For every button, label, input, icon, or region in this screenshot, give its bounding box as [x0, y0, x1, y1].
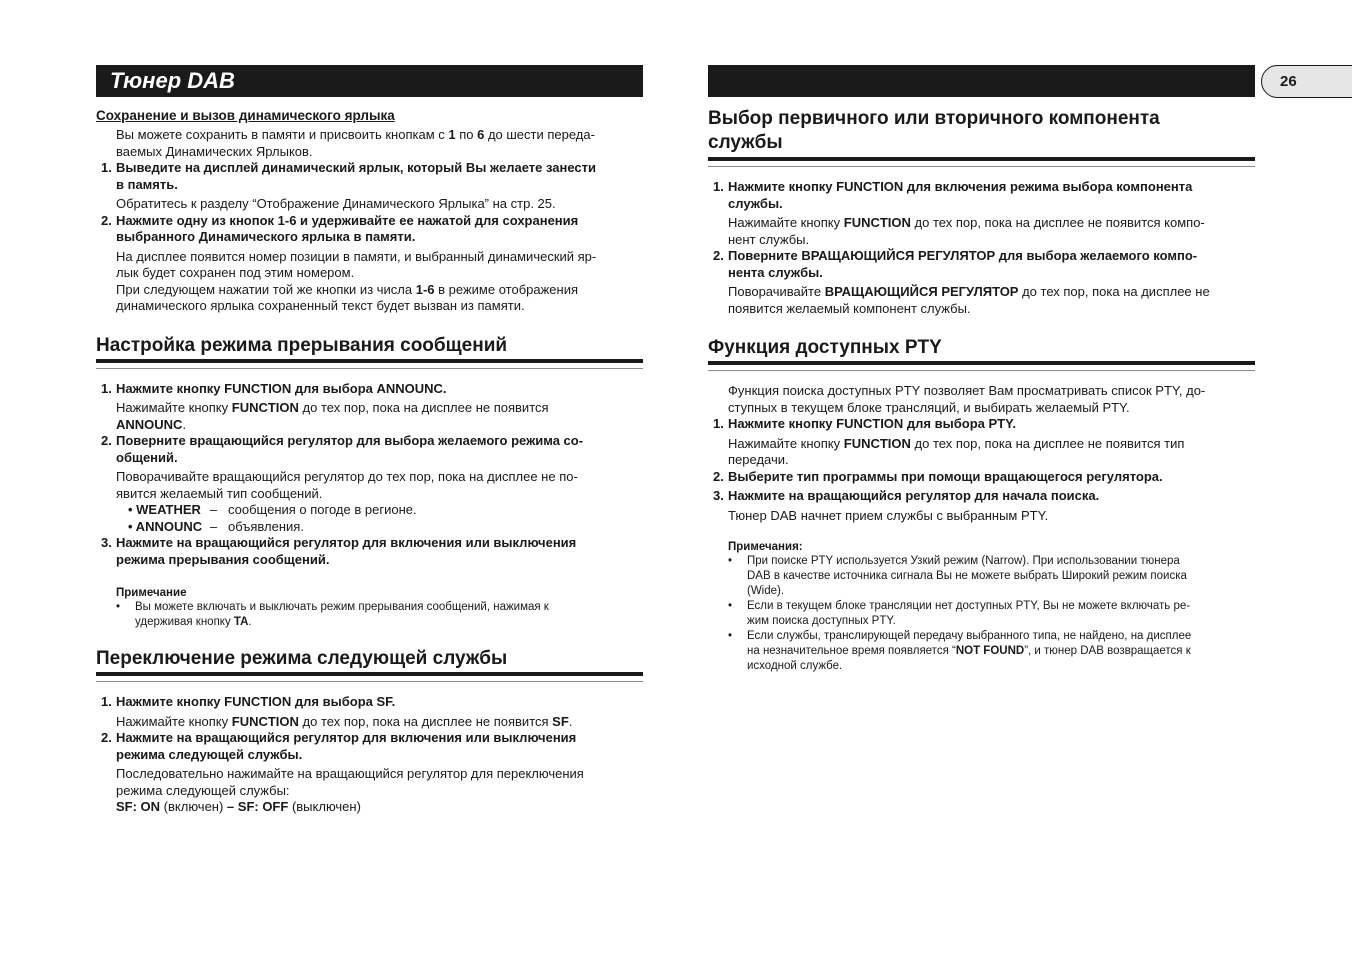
step: 1. Нажмите кнопку FUNCTION для выбора PTY.	[713, 416, 1016, 431]
list-item: • WEATHER – сообщения о погоде в регионе.	[128, 502, 417, 517]
section-banner	[96, 65, 643, 97]
step-body: На дисплее появится номер позиции в памяти, и выбранный динамический яр- лык будет сохранен под этим номером. При следующем нажатии той же кнопки из числа 1-6 в режиме отображения динамического ярлыка сохраненный текст будет вызван из памяти.	[116, 248, 597, 313]
step: 2. Поверните вращающийся регулятор для выбора желаемого режима со- общений.	[101, 433, 584, 465]
page-number: 26	[1280, 73, 1297, 90]
step-body: Нажимайте кнопку FUNCTION до тех пор, пока на дисплее не появится ANNOUNC.	[116, 400, 549, 432]
note: • Если в текущем блоке трансляции нет доступных PTY, Вы не можете включать ре- жим поиска доступных PTY.	[728, 600, 1191, 627]
step: 2. Нажмите одну из кнопок 1-6 и удерживайте ее нажатой для сохранения выбранного Динамического ярлыка в памяти.	[101, 212, 579, 244]
step: 3. Нажмите на вращающийся регулятор для начала поиска.	[713, 488, 1100, 503]
heading-text: Функция доступных PTY	[708, 337, 942, 358]
heading-interrupt	[96, 335, 643, 363]
step-body: Последовательно нажимайте на вращающийся регулятор для переключения режима следующей службы: SF: ON (включен) – SF: OFF (выключен)	[116, 766, 584, 814]
step: 1. Нажмите кнопку FUNCTION для выбора ANNOUNC.	[101, 380, 447, 396]
step-body: Поворачивайте вращающийся регулятор до тех пор, пока на дисплее не по- явится желаемый тип сообщений.	[116, 469, 578, 501]
step-body: Поворачивайте ВРАЩАЮЩИЙСЯ РЕГУЛЯТОР до тех пор, пока на дисплее не появится желаемый компонент службы.	[728, 284, 1210, 316]
step: 2. Выберите тип программы при помощи вращающегося регулятора.	[713, 468, 1163, 484]
heading-component	[708, 107, 1255, 161]
heading-pty	[708, 337, 1255, 365]
note: • При поиске PTY используется Узкий режим (Narrow). При использовании тюнера DAB в качестве источника сигнала Вы не можете выбрать Широкий режим поиска (Wide).	[728, 555, 1187, 597]
step: 1. Нажмите кнопку FUNCTION для включения режима выбора компонента службы.	[713, 179, 1193, 211]
step: 2. Поверните ВРАЩАЮЩИЙСЯ РЕГУЛЯТОР для выбора желаемого компо- нента службы.	[713, 248, 1198, 280]
heading-text: Настройка режима прерывания сообщений	[96, 334, 508, 356]
step-body: Тюнер DAB начнет прием службы с выбранным PTY.	[728, 507, 1049, 523]
step: 1. Нажмите кнопку FUNCTION для выбора SF.	[101, 694, 396, 709]
step: 2. Нажмите на вращающийся регулятор для включения или выключения режима следующей службы.	[101, 730, 577, 762]
step-body: Нажимайте кнопку FUNCTION до тех пор, пока на дисплее не появится компо- нент службы.	[728, 215, 1205, 247]
note: • Вы можете включать и выключать режим прерывания сообщений, нажимая к удерживая кнопку TA.	[116, 601, 549, 628]
notes-title: Примечания:	[728, 541, 803, 553]
note: • Если службы, транслирующей передачу выбранного типа, не найдено, на дисплее на незначительное время появляется “NOT FOUND”, и тюнер DAB возвращается к исходной службе.	[728, 630, 1192, 672]
step-body: Обратитесь к разделу “Отображение Динамического Ярлыка” на стр. 25.	[116, 196, 556, 211]
pty-intro: Функция поиска доступных PTY позволяет Вам просматривать список PTY, до- ступных в текущем блоке трансляций, и выбирать желаемый PTY.	[728, 383, 1206, 415]
section-banner	[708, 65, 1255, 97]
page-number-tab	[1261, 65, 1352, 98]
step: 3. Нажмите на вращающийся регулятор для включения или выключения режима прерывания сообщений.	[101, 535, 577, 567]
heading-text: Переключение режима следующей службы	[96, 648, 508, 669]
step-body: Нажимайте кнопку FUNCTION до тех пор, пока на дисплее не появится SF.	[116, 713, 573, 729]
note-title: Примечание	[116, 587, 187, 599]
step: 1. Выведите на дисплей динамический ярлык, который Вы желаете занести в память.	[101, 160, 596, 192]
heading-text: Выбор первичного или вторичного компонента службы	[708, 108, 1160, 153]
intro-paragraph: Вы можете сохранить в памяти и присвоить кнопкам с 1 по 6 до шести переда- ваемых Динамических Ярлыков.	[116, 127, 595, 159]
right-column	[708, 65, 1255, 674]
section-title: Тюнер DAB	[110, 68, 235, 93]
subheading-dynamic-label: Сохранение и вызов динамического ярлыка	[96, 108, 395, 123]
heading-next-service	[96, 648, 643, 676]
left-column	[96, 65, 643, 816]
list-item: • ANNOUNC – объявления.	[128, 518, 304, 534]
step-body: Нажимайте кнопку FUNCTION до тех пор, пока на дисплее не появится тип передачи.	[728, 435, 1185, 467]
